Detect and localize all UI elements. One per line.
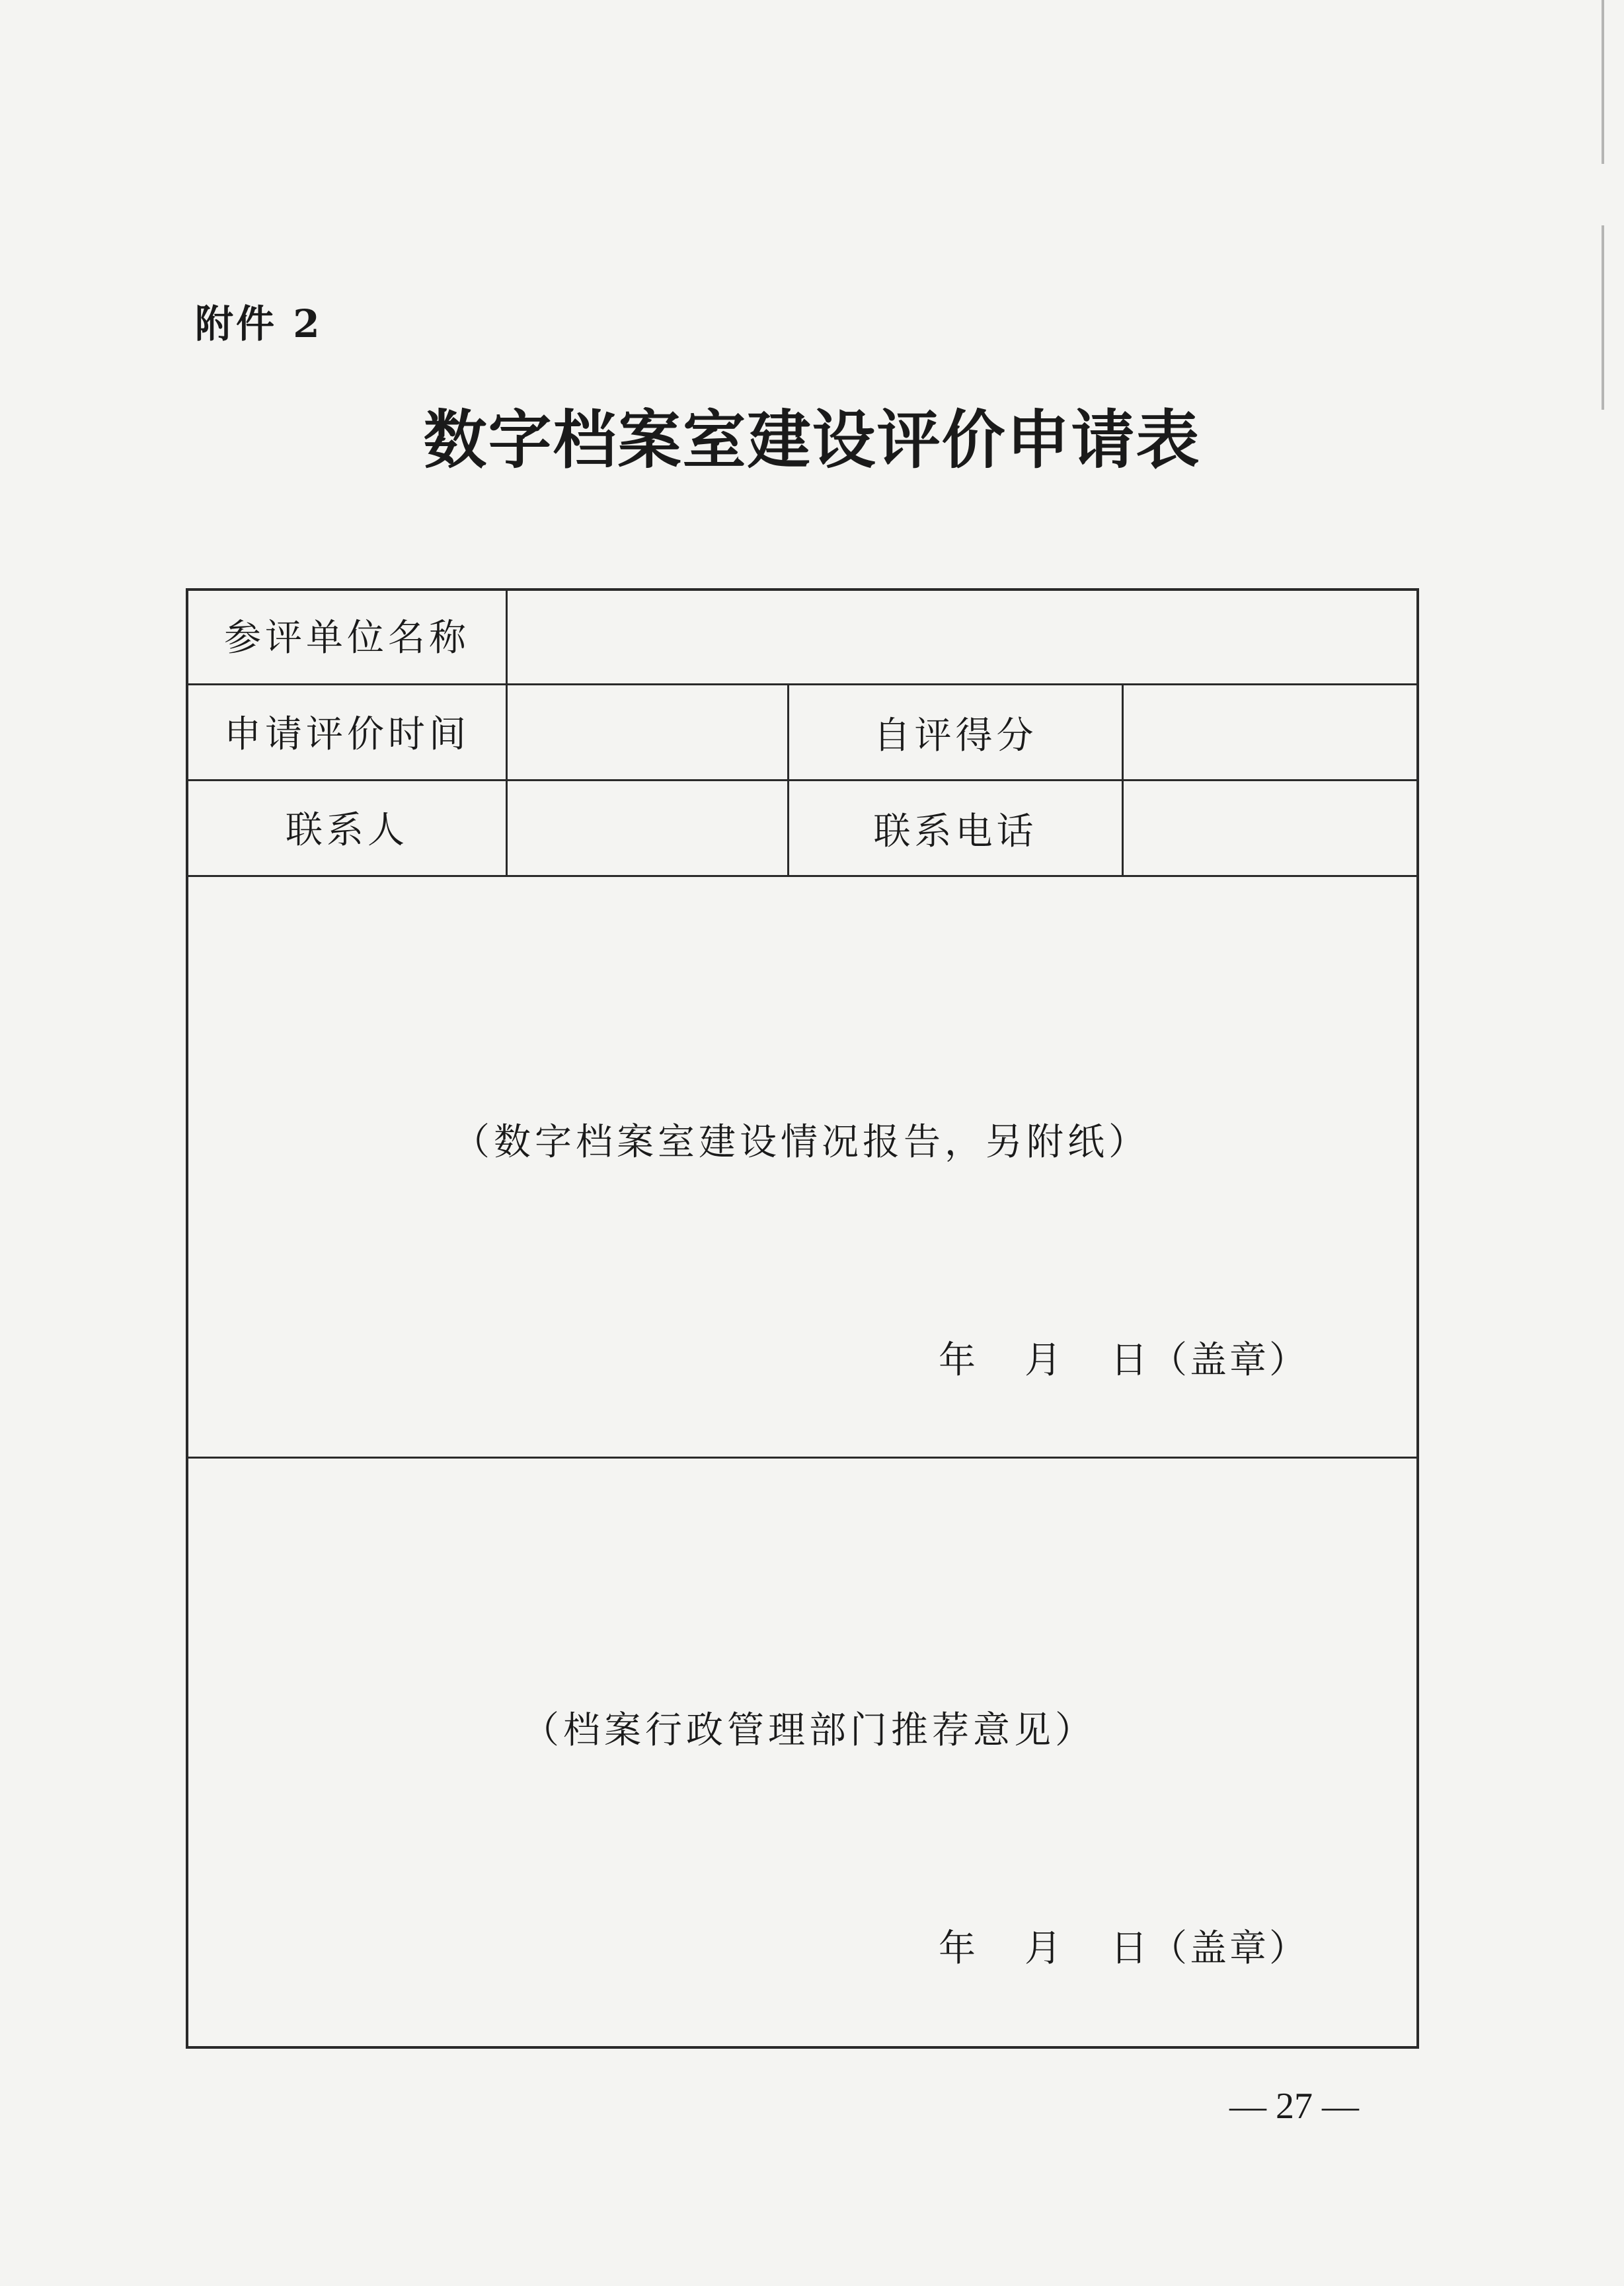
- page-title: 数字档案室建设评价申请表: [423, 402, 1201, 477]
- unit-name-field[interactable]: [508, 593, 1414, 682]
- day-seal-label: 日（盖章）: [1110, 1339, 1309, 1382]
- contact-person-label: 联系人: [286, 809, 408, 852]
- recommendation-note: （档案行政管理部门推荐意见）: [522, 1709, 1096, 1752]
- row-divider: [188, 875, 1416, 877]
- self-score-field[interactable]: [1124, 686, 1415, 779]
- application-form-table: [186, 588, 1419, 2049]
- apply-time-field[interactable]: [508, 686, 786, 779]
- contact-person-field[interactable]: [508, 782, 786, 874]
- month-label: 月: [1025, 1339, 1064, 1382]
- row-divider: [188, 779, 1416, 781]
- apply-time-label: 申请评价时间: [224, 713, 470, 756]
- column-divider: [1122, 683, 1124, 875]
- page-number: — 27 —: [1229, 2086, 1359, 2127]
- page-edge-shadow: [1602, 0, 1604, 410]
- row-divider: [188, 1457, 1416, 1459]
- column-divider: [506, 591, 508, 875]
- self-score-label: 自评得分: [873, 714, 1038, 757]
- month-label: 月: [1025, 1927, 1064, 1970]
- unit-name-label: 参评单位名称: [224, 617, 470, 660]
- report-date-seal: [939, 1331, 1309, 1384]
- year-label: 年: [939, 1339, 978, 1382]
- report-note: （数字档案室建设情况报告，另附纸）: [453, 1121, 1149, 1164]
- attachment-label: 附件 2: [195, 301, 323, 346]
- year-label: 年: [939, 1927, 978, 1970]
- contact-phone-field[interactable]: [1124, 782, 1415, 874]
- row-divider: [188, 683, 1416, 685]
- recommendation-date-seal: [939, 1919, 1309, 1972]
- day-seal-label: 日（盖章）: [1110, 1927, 1309, 1970]
- contact-phone-label: 联系电话: [873, 810, 1038, 853]
